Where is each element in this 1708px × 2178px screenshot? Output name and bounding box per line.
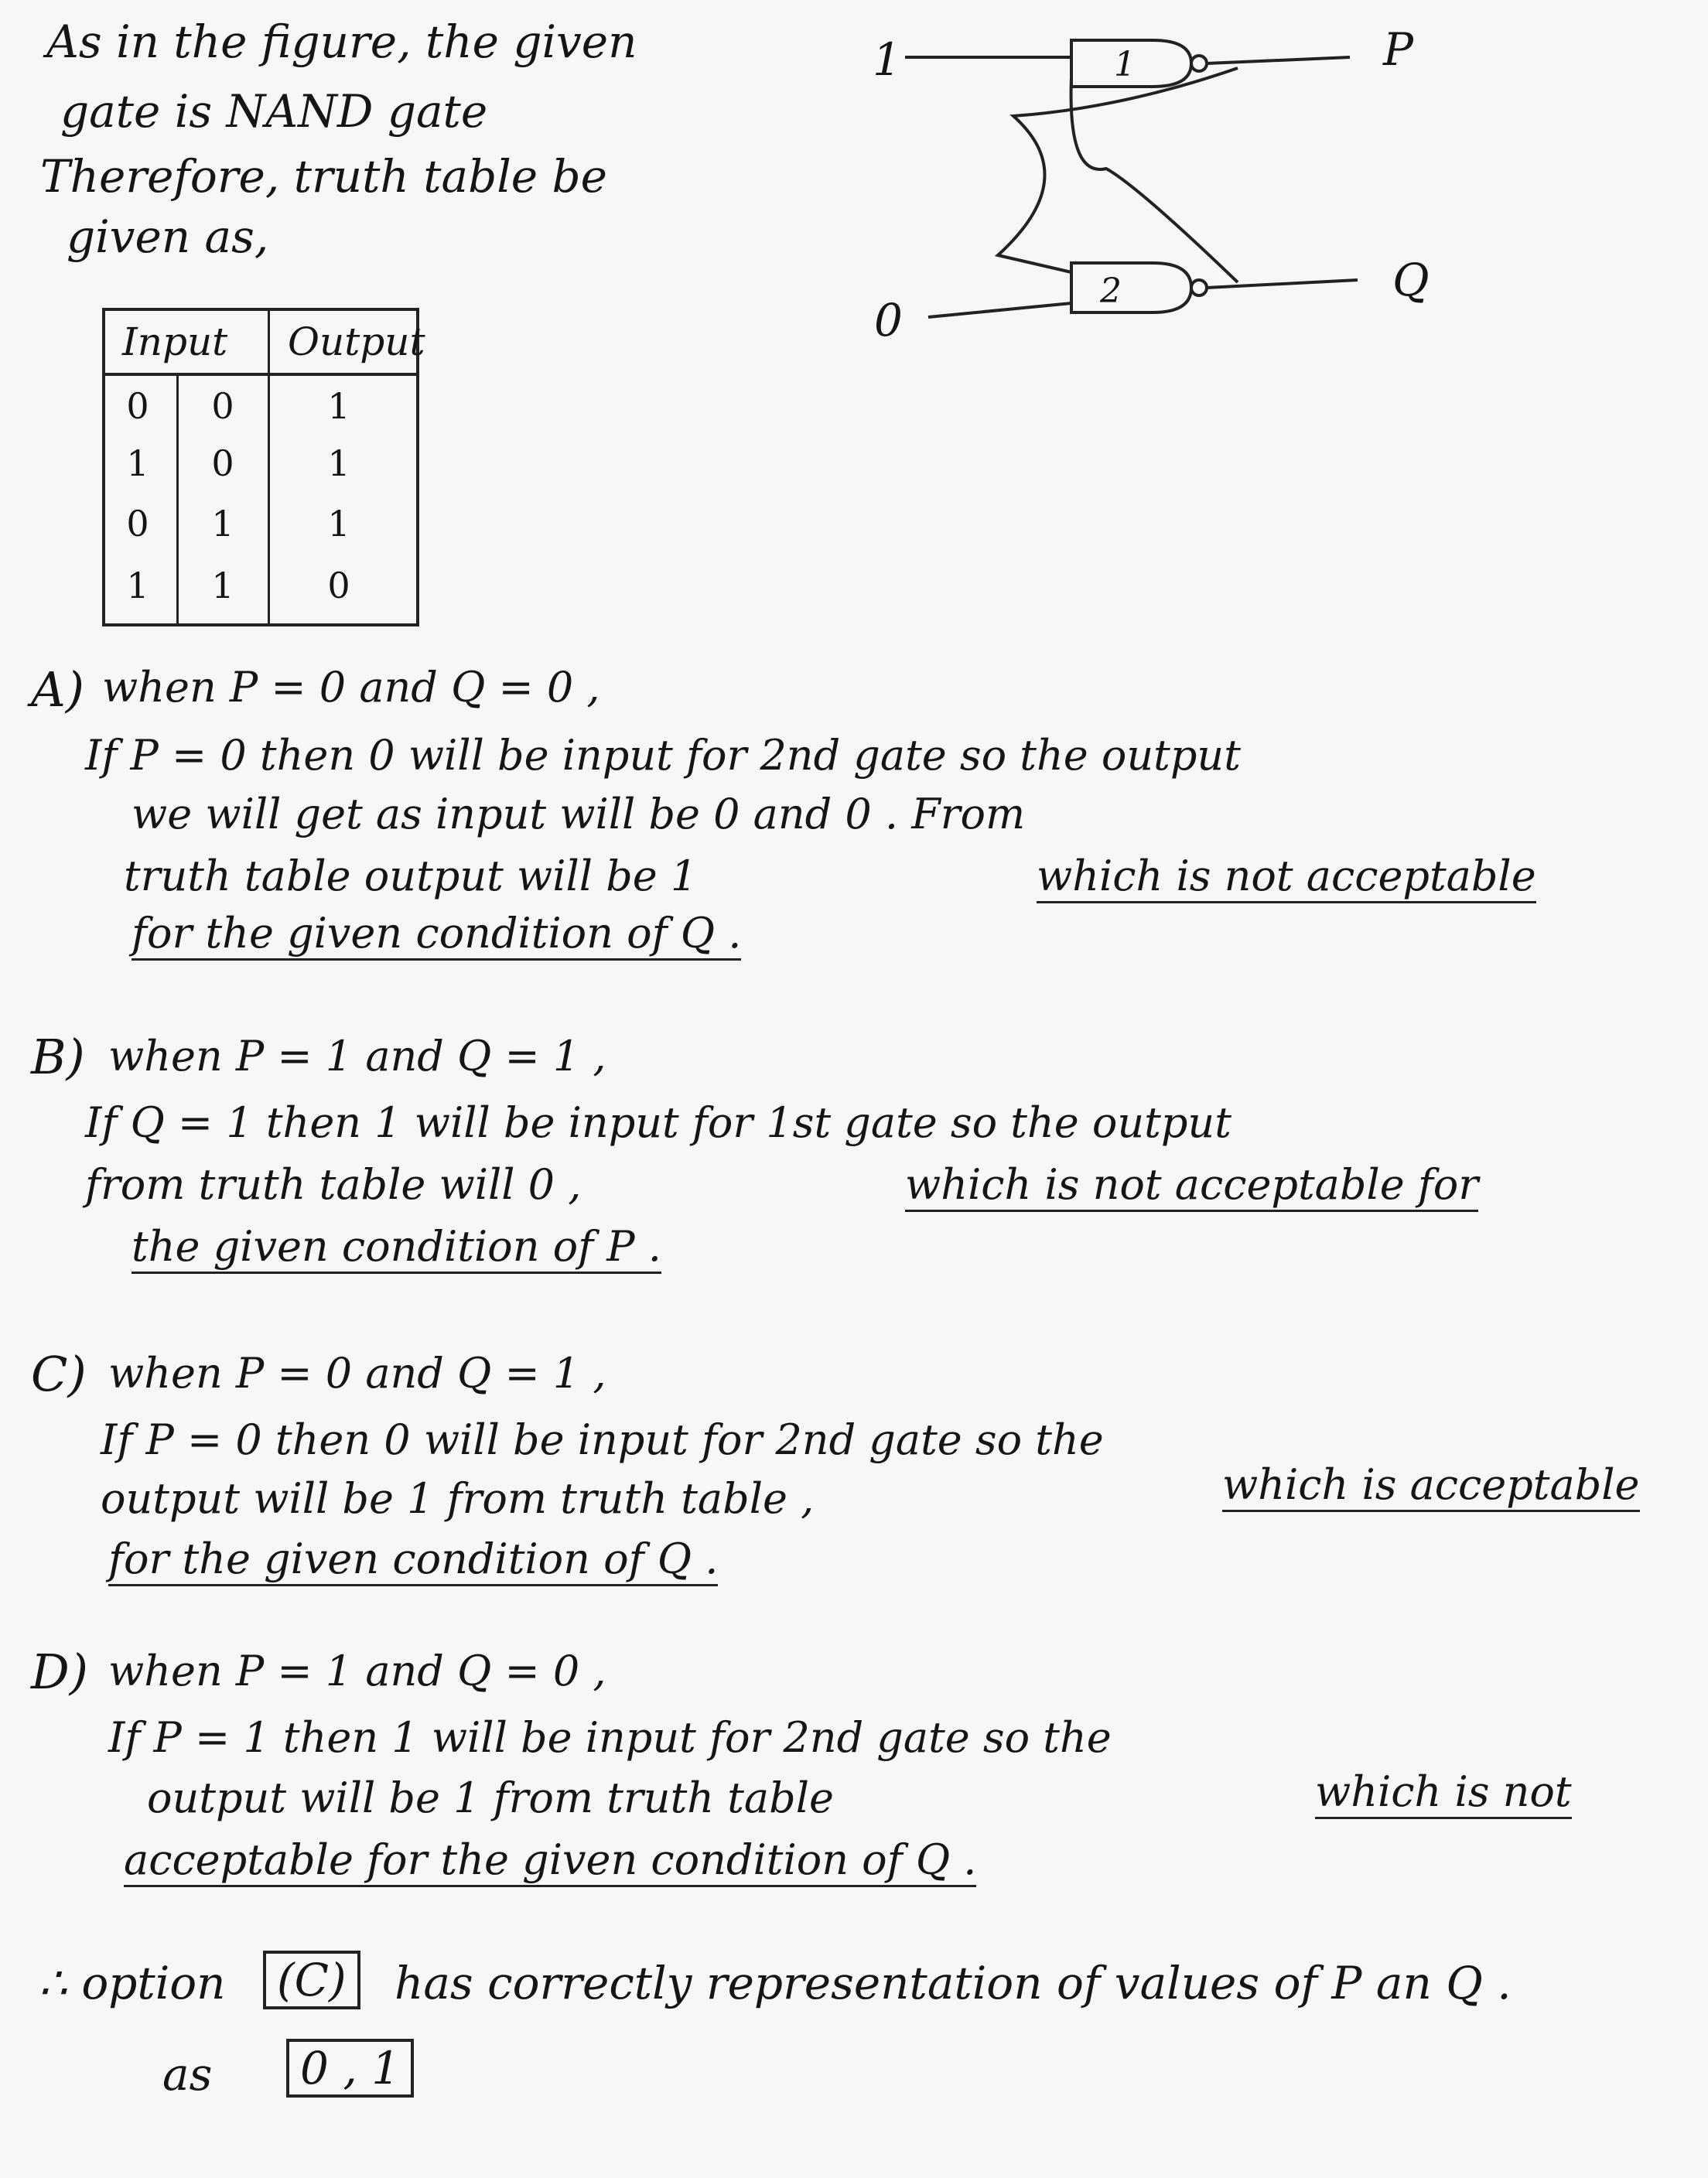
section-d-line-1: If P = 1 then 1 will be input for 2nd gate so the: [108, 1713, 1112, 1762]
cell-r4-a: 1: [126, 565, 149, 606]
answer-option-box: (C): [263, 1951, 360, 2009]
cell-r1-b: 0: [211, 385, 234, 427]
section-b-line-2: from truth table will 0 ,: [85, 1160, 582, 1209]
section-b-line-1: If Q = 1 then 1 will be input for 1st gate so the output: [85, 1098, 1231, 1147]
intro-line-3: Therefore, truth table be: [40, 150, 607, 203]
section-b-title: when P = 1 and Q = 1 ,: [108, 1032, 606, 1080]
section-d-line-2: output will be 1 from truth table: [147, 1773, 834, 1822]
section-b-label: B): [31, 1029, 85, 1085]
truth-table: [102, 308, 425, 626]
header-output: Output: [288, 319, 425, 364]
cell-r4-out: 0: [327, 565, 350, 606]
answer-values-box: 0 , 1: [286, 2039, 414, 2098]
output-q-label: Q: [1392, 254, 1430, 306]
gate-2-label: 2: [1100, 271, 1122, 311]
gate-1-label: 1: [1114, 45, 1136, 84]
intro-line-2: gate is NAND gate: [60, 85, 488, 138]
cell-r4-b: 1: [211, 565, 234, 606]
output-wire-q: [1207, 280, 1358, 288]
input-wire-bottom: [928, 303, 1071, 317]
section-a-label: A): [31, 661, 84, 718]
nand-gate-1-bubble: [1191, 56, 1207, 71]
cell-r1-a: 0: [126, 385, 149, 427]
cell-r2-b: 0: [211, 442, 234, 484]
section-a-line-3: truth table output will be 1: [124, 852, 698, 900]
cell-r2-a: 1: [126, 442, 149, 484]
section-c-label: C): [31, 1346, 87, 1402]
cell-r3-a: 0: [126, 503, 149, 544]
section-d-line-2-underlined: which is not: [1315, 1769, 1572, 1819]
section-a-title: when P = 0 and Q = 0 ,: [102, 663, 600, 712]
feedback-wire-p-to-gate2: [998, 68, 1238, 272]
intro-line-4: given as,: [67, 210, 269, 263]
section-d-title: when P = 1 and Q = 0 ,: [108, 1647, 606, 1695]
section-c-line-2-underlined: which is acceptable: [1222, 1462, 1640, 1512]
cell-r3-b: 1: [211, 503, 234, 544]
output-p-label: P: [1383, 23, 1414, 76]
section-d-line-3: acceptable for the given condition of Q .: [124, 1837, 976, 1887]
section-c-line-1: If P = 0 then 0 will be input for 2nd gate so the: [101, 1415, 1104, 1464]
header-input: Input: [122, 319, 228, 364]
section-d-label: D): [31, 1644, 88, 1700]
col-sep-2: [268, 311, 270, 623]
nand-gate-2-bubble: [1191, 280, 1207, 295]
section-a-line-4: for the given condition of Q .: [132, 910, 741, 961]
input-bottom-value: 0: [874, 294, 903, 346]
truth-table-header: [105, 311, 425, 376]
section-c-line-2: output will be 1 from truth table ,: [101, 1474, 815, 1523]
section-a-line-3-underlined: which is not acceptable: [1037, 853, 1536, 903]
cell-r3-out: 1: [327, 503, 350, 544]
conclusion-prefix: ∴ option: [39, 1957, 226, 2009]
feedback-wire-q-to-gate1: [1071, 77, 1238, 282]
output-wire-p: [1207, 57, 1350, 63]
conclusion-as: as: [162, 2048, 213, 2101]
cell-r2-out: 1: [327, 442, 350, 484]
input-top-value: 1: [873, 33, 901, 86]
cell-r1-out: 1: [327, 385, 350, 427]
section-c-line-3: for the given condition of Q .: [108, 1536, 718, 1586]
intro-line-1: As in the figure, the given: [46, 15, 637, 68]
conclusion-text: has correctly representation of values of P an Q .: [395, 1957, 1512, 2009]
section-a-line-2: we will get as input will be 0 and 0 . From: [132, 790, 1026, 838]
nand-gate-2-shape: [1071, 263, 1191, 312]
section-a-line-1: If P = 0 then 0 will be input for 2nd gate so the output: [85, 731, 1241, 780]
section-c-title: when P = 0 and Q = 1 ,: [108, 1349, 606, 1398]
section-b-line-2-underlined: which is not acceptable for: [905, 1162, 1478, 1212]
section-b-line-3: the given condition of P .: [132, 1224, 661, 1274]
col-sep-1: [176, 373, 179, 623]
